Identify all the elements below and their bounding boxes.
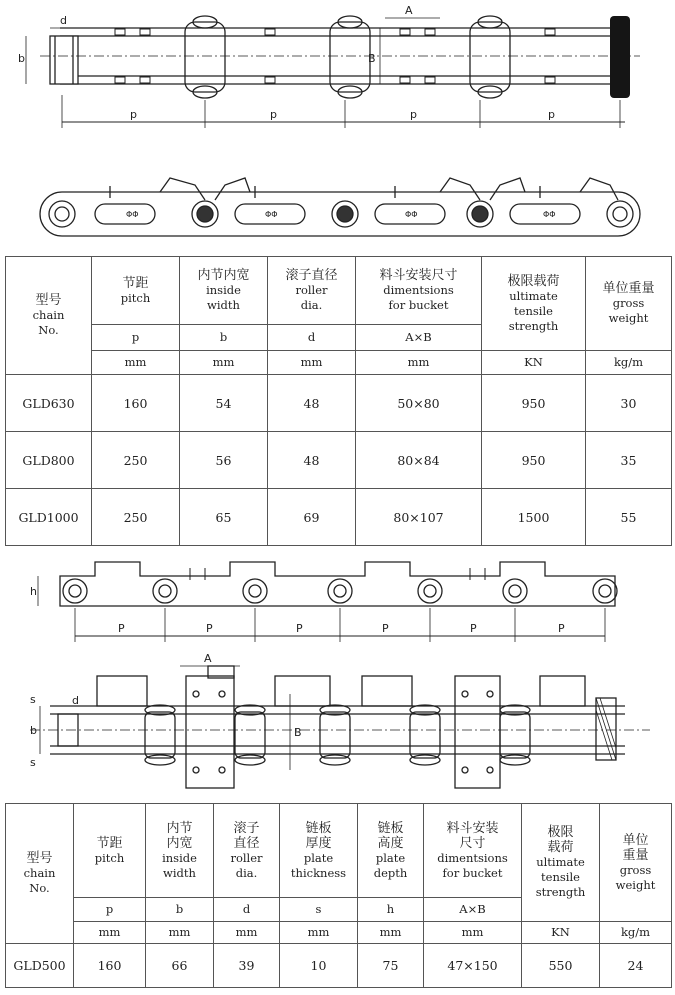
dim-p-label: p (410, 108, 417, 121)
symbol-cell: d (268, 325, 356, 351)
symbol-cell: p (74, 898, 146, 922)
table-cell: 35 (586, 432, 672, 489)
header-gross-weight: 单位 重量 gross weight (600, 804, 672, 922)
spec-table-1 (5, 256, 672, 546)
dim-d-label: d (60, 14, 67, 27)
dim-d-label: d (72, 694, 79, 707)
table-cell: 48 (268, 375, 356, 432)
table-cell: 30 (586, 375, 672, 432)
link-mark: ΦΦ (405, 210, 418, 219)
symbol-cell: A×B (424, 898, 522, 922)
unit-cell: mm (268, 351, 356, 375)
unit-cell: kg/m (600, 922, 672, 944)
chain-drawing-top (0, 0, 675, 255)
header-bucket-dim: 料斗安装 尺寸 dimentsions for bucket (424, 804, 522, 898)
dim-p-label: P (296, 622, 303, 635)
header-pitch: 节距 pitch (74, 804, 146, 898)
dim-b-big-label: B (368, 52, 376, 65)
dim-p-label: P (206, 622, 213, 635)
table-cell: 250 (92, 432, 180, 489)
table-cell: 950 (482, 432, 586, 489)
spec-table-2 (5, 803, 672, 988)
unit-cell: mm (280, 922, 358, 944)
symbol-cell: s (280, 898, 358, 922)
chain-no-cell: GLD630 (6, 375, 92, 432)
chain-no-cell: GLD800 (6, 432, 92, 489)
unit-cell: mm (424, 922, 522, 944)
table-cell: 47×150 (424, 944, 522, 988)
table-cell: 75 (358, 944, 424, 988)
symbol-cell: h (358, 898, 424, 922)
link-mark: ΦΦ (543, 210, 556, 219)
table-cell: 39 (214, 944, 280, 988)
table-cell: 48 (268, 432, 356, 489)
table-cell: 160 (92, 375, 180, 432)
header-plate-thickness: 链板 厚度 plate thickness (280, 804, 358, 898)
chain-no-cell: GLD1000 (6, 489, 92, 546)
dim-p-label: P (558, 622, 565, 635)
link-mark: ΦΦ (126, 210, 139, 219)
dim-a-label: A (405, 4, 413, 17)
dim-p-label: p (548, 108, 555, 121)
header-tensile-strength: 极限载荷 ultimate tensile strength (482, 257, 586, 351)
table-cell: 66 (146, 944, 214, 988)
table-row (6, 375, 672, 432)
dim-b-label: b (30, 724, 37, 737)
table-row (6, 489, 672, 546)
unit-cell: mm (214, 922, 280, 944)
header-roller-dia: 滚子 直径 roller dia. (214, 804, 280, 898)
chain-no-cell: GLD500 (6, 944, 74, 988)
table-cell: 65 (180, 489, 268, 546)
table-cell: 10 (280, 944, 358, 988)
unit-cell: mm (146, 922, 214, 944)
symbol-cell: A×B (356, 325, 482, 351)
table-cell: 50×80 (356, 375, 482, 432)
header-chain-no: 型号 chain No. (6, 257, 92, 375)
header-chain-no: 型号 chain No. (6, 804, 74, 944)
unit-cell: mm (356, 351, 482, 375)
table-cell: 250 (92, 489, 180, 546)
dim-s-label: s (30, 756, 36, 769)
symbol-cell: p (92, 325, 180, 351)
dim-p-label: P (382, 622, 389, 635)
table-cell: 80×107 (356, 489, 482, 546)
header-tensile-strength: 极限 载荷 ultimate tensile strength (522, 804, 600, 922)
dim-b-big-label: B (294, 726, 302, 739)
dim-a-label: A (204, 652, 212, 665)
dim-p-label: P (470, 622, 477, 635)
table-cell: 24 (600, 944, 672, 988)
unit-cell: KN (522, 922, 600, 944)
dim-p-label: p (130, 108, 137, 121)
unit-cell: mm (92, 351, 180, 375)
table-cell: 55 (586, 489, 672, 546)
table-row (6, 432, 672, 489)
header-plate-depth: 链板 高度 plate depth (358, 804, 424, 898)
symbol-cell: b (180, 325, 268, 351)
table-cell: 56 (180, 432, 268, 489)
dim-s-label: s (30, 693, 36, 706)
table-cell: 1500 (482, 489, 586, 546)
table-cell: 950 (482, 375, 586, 432)
unit-cell: mm (74, 922, 146, 944)
header-gross-weight: 单位重量 gross weight (586, 257, 672, 351)
table-cell: 54 (180, 375, 268, 432)
dim-p-label: P (118, 622, 125, 635)
table-cell: 160 (74, 944, 146, 988)
header-bucket-dim: 料斗安装尺寸 dimentsions for bucket (356, 257, 482, 325)
unit-cell: KN (482, 351, 586, 375)
symbol-cell: b (146, 898, 214, 922)
header-inside-width: 内节内宽 inside width (180, 257, 268, 325)
table-cell: 550 (522, 944, 600, 988)
dim-p-label: p (270, 108, 277, 121)
symbol-cell: d (214, 898, 280, 922)
link-mark: ΦΦ (265, 210, 278, 219)
unit-cell: kg/m (586, 351, 672, 375)
header-inside-width: 内节 内宽 inside width (146, 804, 214, 898)
unit-cell: mm (358, 922, 424, 944)
unit-cell: mm (180, 351, 268, 375)
table-row (6, 944, 672, 988)
dim-h-label: h (30, 585, 37, 598)
header-roller-dia: 滚子直径 roller dia. (268, 257, 356, 325)
chain-drawing-bottom (0, 548, 675, 802)
header-pitch: 节距 pitch (92, 257, 180, 325)
table-cell: 69 (268, 489, 356, 546)
table-cell: 80×84 (356, 432, 482, 489)
dim-b-label: b (18, 52, 25, 65)
